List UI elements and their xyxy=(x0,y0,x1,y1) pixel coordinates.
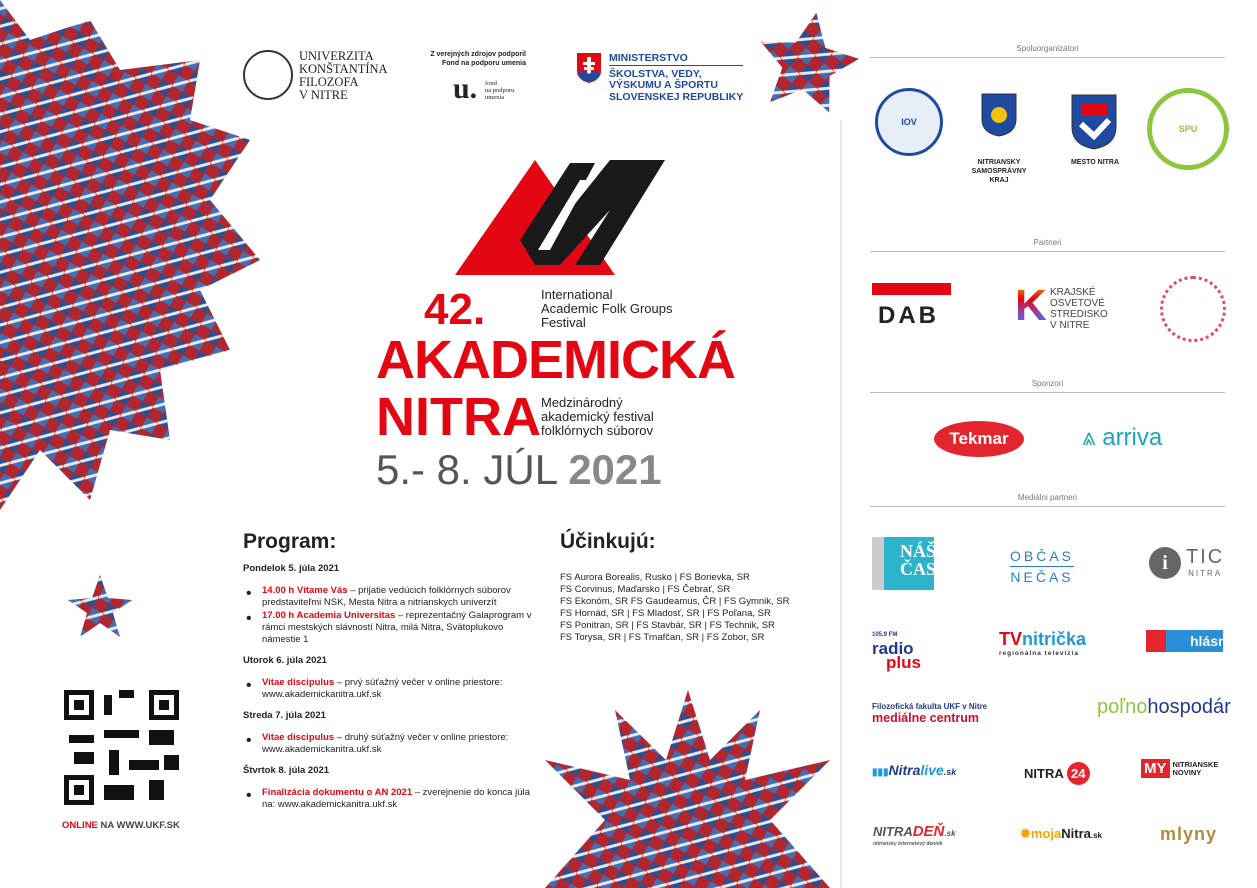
program-item-title: Vitae discipulus xyxy=(262,677,335,688)
english-title: International xyxy=(541,287,613,302)
radio-plus-logo xyxy=(872,628,921,670)
program-item-title: 14.00 h Vítame Vás xyxy=(262,585,348,596)
small-star xyxy=(68,575,132,637)
tic: TIC xyxy=(1186,546,1225,568)
radio: radio xyxy=(872,639,914,658)
performers-line: FS Aurora Borealis, Rusko | FS Borievka, SR xyxy=(560,572,750,583)
english-title: Academic Folk Groups xyxy=(541,301,673,316)
day-heading: Pondelok 5. júla 2021 xyxy=(243,563,340,574)
program-item-title: Finalizácia dokumentu o AN 2021 xyxy=(262,787,413,798)
fund-text: umenia xyxy=(485,94,505,101)
arriva-icon: ⩓ xyxy=(1082,424,1096,451)
kos-line: V NITRE xyxy=(1050,320,1090,331)
kos-line: OSVETOVÉ xyxy=(1050,298,1105,309)
edition-number: 42. xyxy=(424,285,486,334)
tekmar-logo: Tekmar xyxy=(934,421,1024,457)
bottom-star xyxy=(545,690,830,888)
slovak-title: folklórnych súborov xyxy=(541,423,653,438)
nitraden-nitra: NITRA xyxy=(873,824,913,839)
obcas: OBČAS xyxy=(1010,546,1074,567)
tic-nitra: NITRA xyxy=(1188,569,1223,578)
radio-freq: 105,9 FM xyxy=(872,632,898,638)
kos-k-icon: K xyxy=(1015,281,1047,330)
english-title: Festival xyxy=(541,315,586,330)
performers-line: FS Ponitran, SR | FS Stavbár, SR | FS Technik, SR xyxy=(560,620,775,631)
section-heading-coorganizers: Spoluorganizátori xyxy=(870,44,1225,58)
kos-line: KRAJSKÉ xyxy=(1050,287,1096,298)
festival-dates-row xyxy=(376,446,662,494)
nsk-label: SAMOSPRÁVNY xyxy=(971,168,1027,175)
program-item xyxy=(243,732,533,756)
ministry-line: ŠKOLSTVA, VEDY, xyxy=(609,67,702,80)
info-icon: i xyxy=(1149,547,1181,579)
program-item-title: Vitae discipulus xyxy=(262,732,335,743)
nitralive-bars-icon: ▮▮▮ xyxy=(872,767,889,778)
tv-nitricka-logo xyxy=(999,629,1086,657)
day-heading: Utorok 6. júla 2021 xyxy=(243,655,327,666)
sun-icon: ✹ xyxy=(1020,826,1031,841)
program-item-text: – zverejnenie do konca júla na: www.akademickanitra.ukf.sk xyxy=(262,787,530,810)
performers-line: FS Ekonóm, SR FS Gaudeamus, ČR | FS Gymnik, SR xyxy=(560,596,790,607)
my: MY xyxy=(1141,759,1170,778)
nitraden-tagline: nitriansky internetový denník xyxy=(873,841,943,847)
dab-red-bar xyxy=(872,283,951,295)
nitra: Nitra xyxy=(1061,826,1091,841)
noviny: NOVINY xyxy=(1172,767,1202,777)
section-heading-sponsors: Sponzori xyxy=(870,379,1225,393)
section-heading-media: Mediálni partneri xyxy=(870,493,1225,507)
program-item xyxy=(243,787,533,811)
day-heading: Štvrtok 8. júla 2021 xyxy=(243,765,330,776)
online-link[interactable] xyxy=(62,820,180,831)
program-item-text: – prvý súťažný večer v online priestore: www.akademickanitra.ukf.sk xyxy=(262,677,503,700)
moja: moja xyxy=(1030,826,1062,841)
ff-media-logo xyxy=(872,702,987,725)
ff-line: Filozofická fakulta UKF v Nitre xyxy=(872,702,988,711)
sk: .sk xyxy=(1090,831,1102,840)
nitra: Nitra xyxy=(888,762,921,778)
kos-line: STREDISKO xyxy=(1050,309,1108,320)
slovak-title: Medzinárodný xyxy=(541,395,623,410)
performers-line: FS Hornád, SR | FS Mladosť, SR | FS Poľana, SR xyxy=(560,608,771,619)
program-item-text: – druhý súťažný večer v online priestore: www.akademickanitra.ukf.sk xyxy=(262,732,509,755)
ukf-logo-text xyxy=(299,50,388,102)
mlyny-logo: mlyny xyxy=(1160,824,1218,844)
nas: NÁŠ xyxy=(900,541,937,561)
arriva-label: arriva xyxy=(1102,424,1163,451)
nitra24-logo xyxy=(1024,762,1090,785)
nitrianske: NITRIANSKE xyxy=(1172,759,1219,769)
hlasnik-logo: hlásnik xyxy=(1146,630,1223,652)
performers-line: FS Corvinus, Maďarsko | FS Čebrať, SR xyxy=(560,584,731,595)
nsk-label: NITRIANSKY xyxy=(977,159,1021,166)
mesto-nitra-label: MESTO NITRA xyxy=(1070,159,1120,166)
nitralive-logo xyxy=(872,762,956,778)
qr-code[interactable] xyxy=(64,690,179,805)
online-url: NA WWW.UKF.SK xyxy=(97,820,180,831)
nsk-label: KRAJ xyxy=(989,177,1009,184)
program-section xyxy=(243,530,533,812)
nas-cas-logo xyxy=(872,537,937,590)
title-akademicka: AKADEMICKÁ xyxy=(376,330,735,390)
program-item xyxy=(243,585,533,609)
polno: poľno xyxy=(1097,696,1148,718)
nitraden-den: DEŇ xyxy=(912,823,945,840)
ukf-line: UNIVERZITA xyxy=(299,49,374,63)
fund-text: fond xyxy=(485,80,497,87)
ukf-line: KONŠTANTÍNA xyxy=(299,62,388,76)
fund-u-logo: u. xyxy=(453,72,478,105)
performers-section xyxy=(560,530,789,644)
nitraden-logo xyxy=(873,823,956,847)
ukf-line: FILOZOFA xyxy=(299,75,359,89)
fund-text: na podporu xyxy=(485,87,515,94)
plus: plus xyxy=(886,653,921,672)
program-heading: Program: xyxy=(243,530,337,553)
nitra24-label: NITRA xyxy=(1024,766,1064,781)
program-item-title: 17.00 h Academia Universitas xyxy=(262,610,396,621)
section-heading-partners: Partneri xyxy=(870,238,1225,252)
hospodar: hospodár xyxy=(1147,696,1231,718)
an-festival-logo-icon xyxy=(450,155,670,280)
top-star xyxy=(750,4,865,116)
ministry-line: MINISTERSTVO xyxy=(609,53,743,66)
arriva-logo xyxy=(1082,424,1162,452)
nitricka: nitrička xyxy=(1022,629,1087,649)
spu-logo: SPU xyxy=(1147,88,1229,170)
fund-note: Fond na podporu umenia xyxy=(442,60,526,67)
nitra-coat-of-arms-icon xyxy=(1071,94,1117,150)
iov-logo: IOV xyxy=(875,88,943,156)
cas: ČAS xyxy=(900,559,937,579)
tv-tagline: regionálna televízia xyxy=(999,650,1079,657)
online-label: ONLINE xyxy=(62,820,98,831)
polnohospodar-logo xyxy=(1097,696,1231,719)
nitraden-sk: .sk xyxy=(944,829,956,838)
left-star xyxy=(0,0,260,510)
performers-line: FS Torysa, SR | FS Trnafčan, SR | FS Zobor, SR xyxy=(560,632,765,643)
festival-year: 2021 xyxy=(568,446,662,493)
program-item-text: – prijatie vedúcich folklórnych súborov predstaviteľmi NSK, Mesta Nitra a nitrianskych univerzít xyxy=(262,585,511,608)
sk: .sk xyxy=(943,767,957,777)
my-nitrianske-noviny-logo xyxy=(1141,759,1218,778)
nsk-coat-of-arms-icon xyxy=(981,93,1017,137)
program-item xyxy=(243,677,533,701)
ff-media: mediálne centrum xyxy=(872,711,979,725)
mojanitra-logo xyxy=(1020,826,1102,842)
program-item xyxy=(243,610,533,646)
folklore-partner-logo-icon xyxy=(1160,276,1226,342)
nitra24-badge: 24 xyxy=(1067,762,1090,785)
fund-note: Z verejných zdrojov podporil xyxy=(430,51,526,58)
live: live xyxy=(920,762,944,778)
title-nitra: NITRA xyxy=(376,387,541,447)
performers-heading: Účinkujú: xyxy=(560,530,656,553)
festival-dates: 5.- 8. JÚL xyxy=(376,446,557,493)
necas: NEČAS xyxy=(1010,569,1074,585)
program-item-text: – reprezentačný Galaprogram v rámci mestských slávností Nitra, milá Nitra, Svätoplukovo námestie 1 xyxy=(262,610,532,645)
ukf-line: V NITRE xyxy=(299,88,348,102)
slovak-title: akademický festival xyxy=(541,409,654,424)
ministry-line: VÝSKUMU A ŠPORTU xyxy=(609,79,718,91)
day-heading: Streda 7. júla 2021 xyxy=(243,710,326,721)
slovak-coat-of-arms-icon xyxy=(576,52,602,84)
tv: TV xyxy=(999,629,1023,649)
ukf-seal-icon xyxy=(243,50,293,100)
ministry-line: SLOVENSKEJ REPUBLIKY xyxy=(609,90,744,103)
dab-logo: DAB xyxy=(878,302,939,329)
